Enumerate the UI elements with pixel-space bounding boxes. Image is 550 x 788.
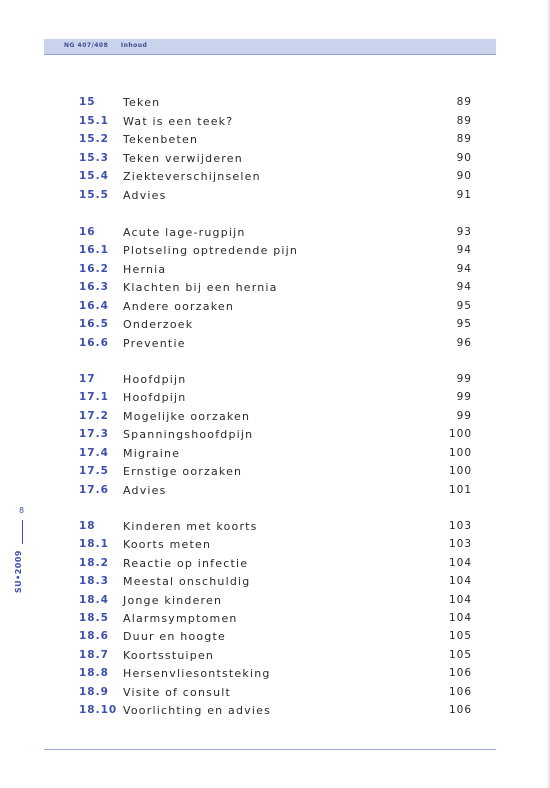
toc-number: 17.3 — [79, 428, 109, 440]
toc-page: 94 — [456, 244, 472, 256]
toc-page: 94 — [456, 281, 472, 293]
toc-title: Teken — [123, 96, 161, 109]
header-code: NG 407/408 — [64, 42, 109, 49]
toc-page: 106 — [448, 704, 472, 716]
toc-row — [0, 704, 550, 720]
toc-page: 95 — [456, 318, 472, 330]
toc-page: 91 — [456, 189, 472, 201]
header-title: Inhoud — [120, 42, 148, 49]
toc-row — [0, 557, 550, 573]
toc-row — [0, 337, 550, 353]
toc-number: 16.2 — [79, 263, 109, 275]
footer-rule — [44, 749, 496, 750]
toc-number: 18.6 — [79, 630, 109, 642]
toc-number: 16.3 — [79, 281, 109, 293]
toc-page: 104 — [448, 594, 472, 606]
toc-title: Alarmsymptomen — [123, 612, 238, 625]
toc-title: Advies — [123, 484, 167, 497]
toc-number: 17 — [79, 373, 96, 385]
toc-title: Onderzoek — [123, 318, 194, 331]
toc-row — [0, 189, 550, 205]
toc-row — [0, 410, 550, 426]
toc-page: 99 — [456, 410, 472, 422]
toc-title: Ernstige oorzaken — [123, 465, 243, 478]
toc-page: 90 — [456, 170, 472, 182]
toc-number: 15.3 — [79, 152, 109, 164]
toc-number: 18.2 — [79, 557, 109, 569]
toc-row — [0, 649, 550, 665]
toc-row — [0, 686, 550, 702]
side-page-number: 8 — [19, 506, 25, 515]
toc-page: 101 — [448, 484, 472, 496]
toc-row — [0, 447, 550, 463]
side-divider-line — [22, 520, 23, 544]
toc-row — [0, 667, 550, 683]
toc-row — [0, 465, 550, 481]
toc-page: 105 — [448, 649, 472, 661]
toc-number: 15.2 — [79, 133, 109, 145]
toc-page: 105 — [448, 630, 472, 642]
toc-number: 15.4 — [79, 170, 109, 182]
toc-number: 18.3 — [79, 575, 109, 587]
toc-title: Koortsstuipen — [123, 649, 215, 662]
toc-title: Koorts meten — [123, 538, 212, 551]
toc-title: Klachten bij een hernia — [123, 281, 278, 294]
toc-row — [0, 612, 550, 628]
toc-page: 106 — [448, 667, 472, 679]
toc-title: Hoofdpijn — [123, 373, 187, 386]
toc-row — [0, 133, 550, 149]
toc-page: 93 — [456, 226, 472, 238]
toc-row — [0, 594, 550, 610]
toc-number: 16 — [79, 226, 96, 238]
toc-row — [0, 170, 550, 186]
toc-title: Tekenbeten — [123, 133, 199, 146]
toc-row — [0, 575, 550, 591]
toc-title: Advies — [123, 189, 167, 202]
toc-number: 15 — [79, 96, 96, 108]
toc-page: 96 — [456, 337, 472, 349]
toc-page: 99 — [456, 391, 472, 403]
toc-title: Teken verwijderen — [123, 152, 243, 165]
toc-row — [0, 538, 550, 554]
toc-row — [0, 520, 550, 536]
side-margin-mark — [14, 506, 32, 616]
toc-number: 16.1 — [79, 244, 109, 256]
toc-title: Hoofdpijn — [123, 391, 187, 404]
toc-page: 90 — [456, 152, 472, 164]
toc-number: 15.5 — [79, 189, 109, 201]
toc-page: 100 — [448, 447, 472, 459]
toc-page: 106 — [448, 686, 472, 698]
toc-title: Meestal onschuldig — [123, 575, 251, 588]
toc-number: 16.6 — [79, 337, 109, 349]
toc-number: 18 — [79, 520, 96, 532]
toc-title: Kinderen met koorts — [123, 520, 258, 533]
toc-title: Reactie op infectie — [123, 557, 249, 570]
toc-page: 100 — [448, 428, 472, 440]
toc-number: 17.1 — [79, 391, 109, 403]
toc-number: 17.5 — [79, 465, 109, 477]
toc-page: 104 — [448, 557, 472, 569]
toc-title: Plotseling optredende pijn — [123, 244, 299, 257]
toc-page: 94 — [456, 263, 472, 275]
toc-row — [0, 428, 550, 444]
toc-number: 16.5 — [79, 318, 109, 330]
publisher-logo: SU•2009 — [14, 550, 23, 594]
toc-row — [0, 281, 550, 297]
toc-row — [0, 152, 550, 168]
toc-page: 103 — [448, 520, 472, 532]
toc-title: Visite of consult — [123, 686, 232, 699]
toc-title: Andere oorzaken — [123, 300, 235, 313]
toc-number: 18.4 — [79, 594, 109, 606]
toc-number: 18.9 — [79, 686, 109, 698]
toc-number: 18.5 — [79, 612, 109, 624]
toc-row — [0, 373, 550, 389]
toc-page: 89 — [456, 133, 472, 145]
toc-number: 18.7 — [79, 649, 109, 661]
toc-row — [0, 226, 550, 242]
toc-number: 15.1 — [79, 115, 109, 127]
toc-number: 18.1 — [79, 538, 109, 550]
toc-row — [0, 484, 550, 500]
toc-row — [0, 244, 550, 260]
toc-row — [0, 300, 550, 316]
toc-row — [0, 391, 550, 407]
toc-number: 17.4 — [79, 447, 109, 459]
toc-title: Migraine — [123, 447, 181, 460]
toc-number: 17.2 — [79, 410, 109, 422]
toc-number: 16.4 — [79, 300, 109, 312]
toc-page: 89 — [456, 115, 472, 127]
toc-row — [0, 115, 550, 131]
toc-row — [0, 96, 550, 112]
toc-title: Voorlichting en advies — [123, 704, 272, 717]
toc-page: 104 — [448, 575, 472, 587]
toc-title: Mogelijke oorzaken — [123, 410, 251, 423]
toc-page: 99 — [456, 373, 472, 385]
toc-title: Jonge kinderen — [123, 594, 223, 607]
toc-title: Preventie — [123, 337, 186, 350]
toc-title: Hersenvliesontsteking — [123, 667, 271, 680]
toc-title: Duur en hoogte — [123, 630, 226, 643]
toc-title: Wat is een teek? — [123, 115, 234, 128]
toc-title: Spanningshoofdpijn — [123, 428, 254, 441]
toc-row — [0, 630, 550, 646]
toc-page: 103 — [448, 538, 472, 550]
toc-page: 104 — [448, 612, 472, 624]
toc-number: 17.6 — [79, 484, 109, 496]
toc-title: Acute lage-rugpijn — [123, 226, 246, 239]
toc-page: 95 — [456, 300, 472, 312]
toc-page: 89 — [456, 96, 472, 108]
toc-number: 18.8 — [79, 667, 109, 679]
toc-row — [0, 263, 550, 279]
toc-title: Ziekteverschijnselen — [123, 170, 261, 183]
toc-title: Hernia — [123, 263, 167, 276]
toc-row — [0, 318, 550, 334]
toc-number: 18.10 — [79, 704, 118, 716]
toc-page: 100 — [448, 465, 472, 477]
page-edge-shadow — [546, 0, 550, 788]
